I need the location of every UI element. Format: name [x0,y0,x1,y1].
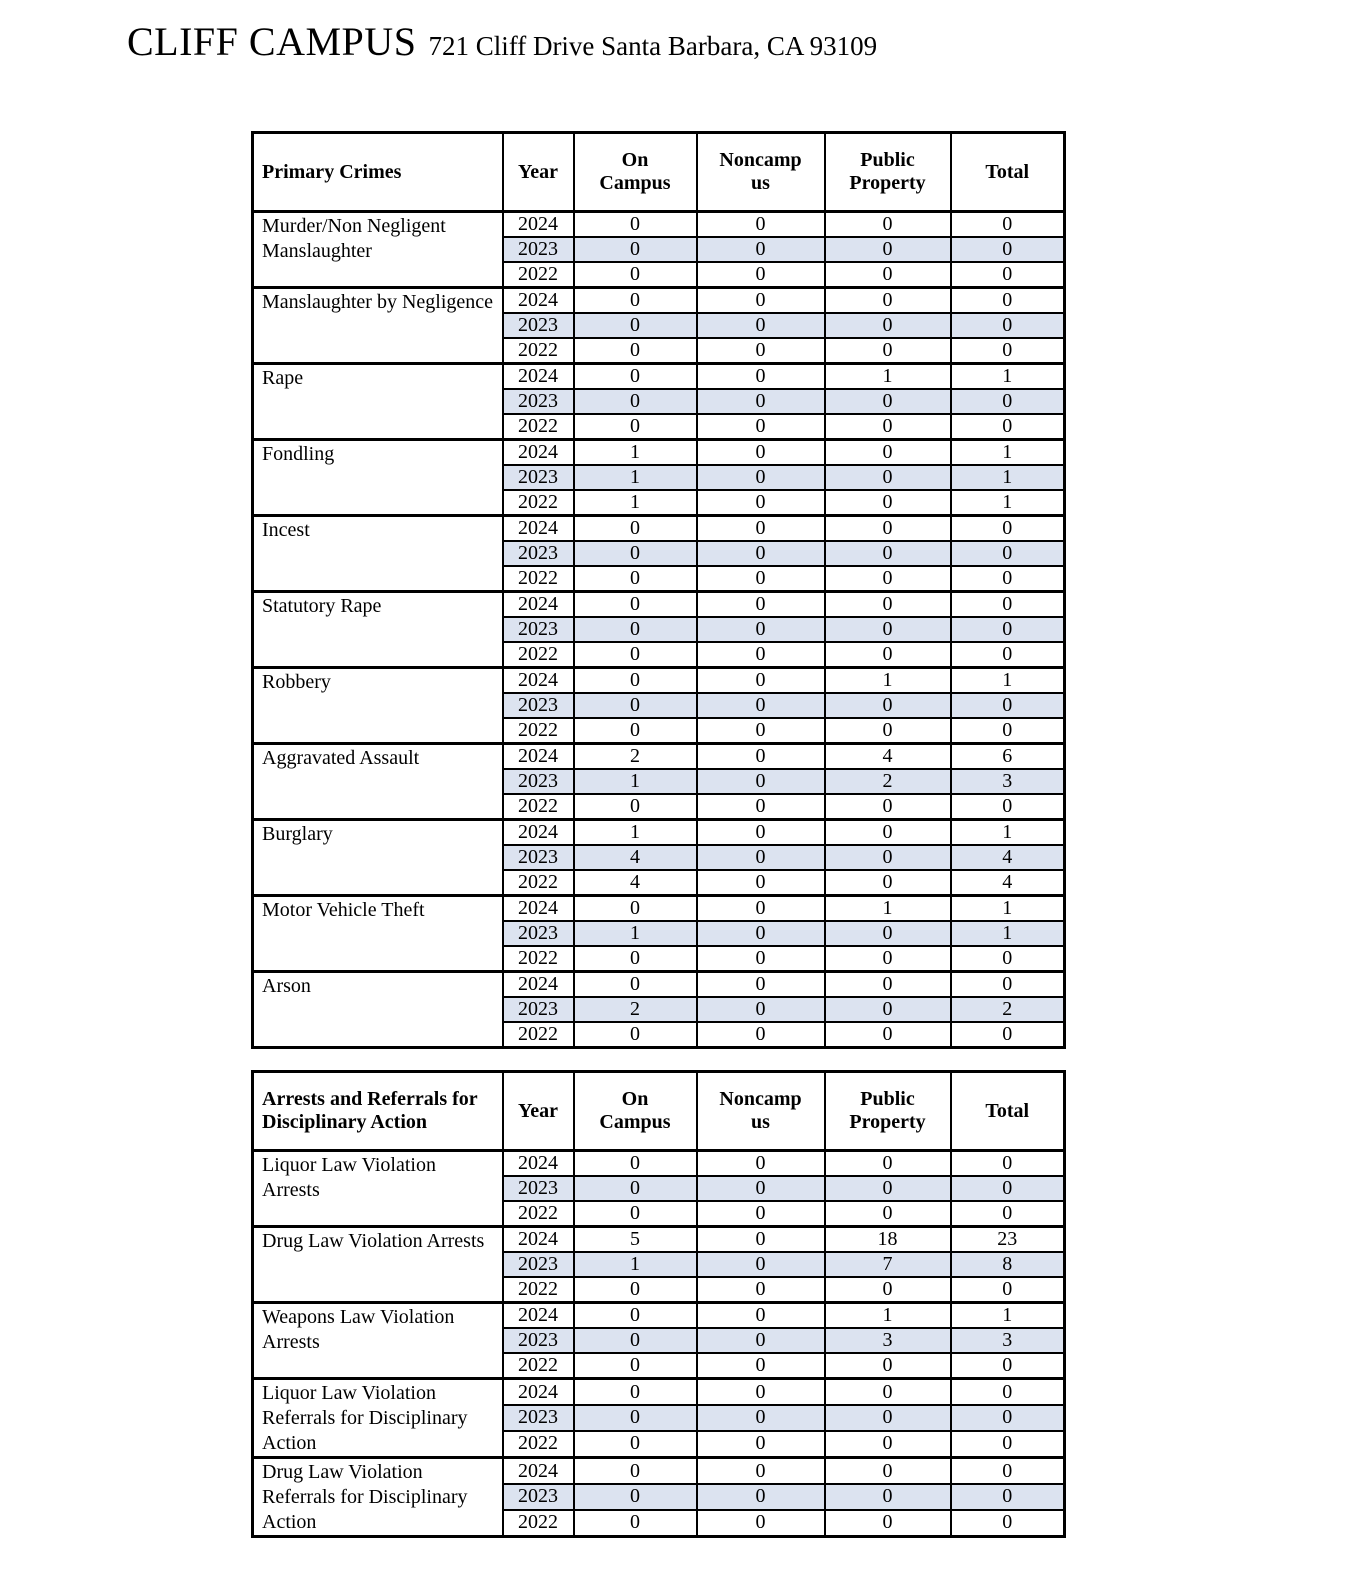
value-cell: 0 [951,1458,1065,1485]
value-cell: 0 [825,1431,951,1458]
value-cell: 0 [574,541,697,566]
value-cell: 0 [574,389,697,414]
value-cell: 0 [825,338,951,364]
value-cell: 0 [574,972,697,998]
value-cell: 0 [574,617,697,642]
value-cell: 0 [697,389,825,414]
value-cell: 0 [825,845,951,870]
value-cell: 0 [697,794,825,820]
value-cell: 0 [574,592,697,618]
year-cell: 2022 [503,262,574,288]
col-on-campus: On Campus [574,133,697,212]
value-cell: 0 [825,1458,951,1485]
value-cell: 0 [574,516,697,542]
col-noncampus: Noncampus [697,1072,825,1151]
value-cell: 0 [574,566,697,592]
value-cell: 0 [951,1022,1065,1048]
value-cell: 0 [574,1353,697,1379]
value-cell: 1 [825,364,951,390]
value-cell: 0 [951,541,1065,566]
table-row [253,972,1065,998]
value-cell: 0 [951,237,1065,262]
value-cell: 0 [574,1176,697,1201]
value-cell: 0 [697,1252,825,1277]
value-cell: 0 [951,1510,1065,1537]
value-cell: 0 [951,1431,1065,1458]
year-cell: 2024 [503,820,574,846]
value-cell: 4 [574,870,697,896]
value-cell: 0 [825,389,951,414]
table-row [253,820,1065,846]
table-title: Primary Crimes [253,133,503,212]
value-cell: 0 [697,338,825,364]
value-cell: 0 [951,516,1065,542]
value-cell: 0 [697,769,825,794]
table-row [253,1151,1065,1177]
year-cell: 2024 [503,1151,574,1177]
value-cell: 0 [951,1484,1065,1510]
value-cell: 4 [951,845,1065,870]
value-cell: 0 [825,617,951,642]
campus-name: CLIFF CAMPUS [127,19,417,64]
year-cell: 2023 [503,1484,574,1510]
value-cell: 0 [951,718,1065,744]
table-row [253,364,1065,390]
value-cell: 6 [951,744,1065,770]
value-cell: 0 [574,668,697,694]
value-cell: 3 [825,1328,951,1353]
value-cell: 0 [697,592,825,618]
value-cell: 0 [951,1277,1065,1303]
value-cell: 0 [697,237,825,262]
value-cell: 0 [697,668,825,694]
value-cell: 0 [951,389,1065,414]
category-cell: Liquor Law Violation Arrests [253,1151,503,1227]
year-cell: 2024 [503,592,574,618]
value-cell: 0 [951,1405,1065,1431]
value-cell: 0 [574,237,697,262]
value-cell: 0 [951,414,1065,440]
year-cell: 2022 [503,414,574,440]
table-row [253,1303,1065,1329]
value-cell: 18 [825,1227,951,1253]
year-cell: 2022 [503,490,574,516]
year-cell: 2022 [503,338,574,364]
value-cell: 0 [574,1458,697,1485]
value-cell: 0 [825,921,951,946]
value-cell: 0 [697,1303,825,1329]
value-cell: 0 [951,212,1065,238]
value-cell: 0 [697,845,825,870]
value-cell: 0 [825,516,951,542]
table-row [253,288,1065,314]
category-cell: Aggravated Assault [253,744,503,820]
value-cell: 2 [825,769,951,794]
value-cell: 0 [697,1227,825,1253]
arrests-referrals-body [253,1151,1065,1537]
value-cell: 7 [825,1252,951,1277]
year-cell: 2024 [503,516,574,542]
value-cell: 0 [951,566,1065,592]
value-cell: 0 [697,490,825,516]
value-cell: 1 [951,364,1065,390]
year-cell: 2023 [503,1176,574,1201]
value-cell: 0 [697,718,825,744]
value-cell: 0 [951,338,1065,364]
value-cell: 0 [951,972,1065,998]
value-cell: 0 [574,1379,697,1406]
value-cell: 0 [951,794,1065,820]
value-cell: 0 [574,364,697,390]
value-cell: 0 [697,516,825,542]
value-cell: 0 [697,414,825,440]
table-row [253,516,1065,542]
value-cell: 0 [951,1353,1065,1379]
value-cell: 0 [951,617,1065,642]
year-cell: 2023 [503,237,574,262]
value-cell: 1 [574,1252,697,1277]
year-cell: 2024 [503,896,574,922]
value-cell: 1 [951,668,1065,694]
doc-header [127,18,877,65]
value-cell: 0 [825,465,951,490]
year-cell: 2022 [503,794,574,820]
value-cell: 0 [574,262,697,288]
year-cell: 2024 [503,364,574,390]
value-cell: 0 [574,1510,697,1537]
year-cell: 2023 [503,769,574,794]
year-cell: 2022 [503,1353,574,1379]
year-cell: 2024 [503,440,574,466]
value-cell: 1 [825,1303,951,1329]
value-cell: 23 [951,1227,1065,1253]
value-cell: 0 [825,870,951,896]
year-cell: 2023 [503,541,574,566]
value-cell: 0 [697,946,825,972]
value-cell: 1 [574,921,697,946]
year-cell: 2024 [503,668,574,694]
value-cell: 1 [574,465,697,490]
year-cell: 2024 [503,1303,574,1329]
value-cell: 0 [697,1484,825,1510]
value-cell: 0 [697,364,825,390]
category-cell: Fondling [253,440,503,516]
value-cell: 1 [951,1303,1065,1329]
category-cell: Burglary [253,820,503,896]
value-cell: 0 [825,1484,951,1510]
value-cell: 4 [825,744,951,770]
value-cell: 0 [951,288,1065,314]
value-cell: 3 [951,1328,1065,1353]
value-cell: 0 [697,1022,825,1048]
value-cell: 0 [697,541,825,566]
year-cell: 2023 [503,389,574,414]
value-cell: 0 [697,440,825,466]
value-cell: 0 [574,288,697,314]
year-cell: 2023 [503,465,574,490]
value-cell: 0 [697,1379,825,1406]
value-cell: 2 [574,744,697,770]
value-cell: 0 [951,642,1065,668]
value-cell: 0 [825,997,951,1022]
table-row [253,1379,1065,1406]
col-public-property: Public Property [825,1072,951,1151]
value-cell: 0 [574,1151,697,1177]
value-cell: 0 [574,693,697,718]
value-cell: 0 [697,1431,825,1458]
value-cell: 0 [697,896,825,922]
value-cell: 0 [697,1151,825,1177]
year-cell: 2022 [503,870,574,896]
value-cell: 0 [951,592,1065,618]
value-cell: 0 [825,440,951,466]
value-cell: 0 [697,1458,825,1485]
arrests-referrals-table [251,1070,1066,1538]
year-cell: 2023 [503,313,574,338]
year-cell: 2024 [503,288,574,314]
value-cell: 0 [697,744,825,770]
value-cell: 1 [951,820,1065,846]
category-cell: Statutory Rape [253,592,503,668]
category-cell: Weapons Law Violation Arrests [253,1303,503,1379]
value-cell: 0 [574,1431,697,1458]
value-cell: 4 [951,870,1065,896]
value-cell: 5 [574,1227,697,1253]
value-cell: 0 [825,1201,951,1227]
value-cell: 0 [574,794,697,820]
value-cell: 0 [825,414,951,440]
arrests-referrals-header [253,1072,1065,1151]
value-cell: 0 [574,1328,697,1353]
value-cell: 0 [825,972,951,998]
year-cell: 2022 [503,946,574,972]
value-cell: 0 [697,1405,825,1431]
year-cell: 2022 [503,1277,574,1303]
year-cell: 2023 [503,997,574,1022]
value-cell: 0 [697,820,825,846]
value-cell: 1 [951,465,1065,490]
year-cell: 2024 [503,1379,574,1406]
value-cell: 0 [697,288,825,314]
campus-address: 721 Cliff Drive Santa Barbara, CA 93109 [428,31,878,61]
value-cell: 0 [697,1201,825,1227]
value-cell: 1 [574,440,697,466]
value-cell: 1 [951,440,1065,466]
value-cell: 0 [697,1328,825,1353]
value-cell: 0 [697,1353,825,1379]
primary-crimes-body [253,212,1065,1048]
value-cell: 0 [697,921,825,946]
category-cell: Arson [253,972,503,1048]
value-cell: 0 [574,1484,697,1510]
value-cell: 1 [825,668,951,694]
value-cell: 0 [574,718,697,744]
col-total: Total [951,133,1065,212]
value-cell: 1 [574,490,697,516]
year-cell: 2023 [503,921,574,946]
value-cell: 0 [697,1176,825,1201]
value-cell: 0 [574,212,697,238]
value-cell: 0 [697,212,825,238]
value-cell: 0 [951,693,1065,718]
year-cell: 2022 [503,1022,574,1048]
year-cell: 2024 [503,1458,574,1485]
value-cell: 0 [825,1405,951,1431]
value-cell: 0 [697,1277,825,1303]
value-cell: 0 [825,1379,951,1406]
col-total: Total [951,1072,1065,1151]
value-cell: 0 [697,313,825,338]
value-cell: 0 [697,566,825,592]
value-cell: 1 [574,820,697,846]
value-cell: 0 [697,972,825,998]
year-cell: 2022 [503,1431,574,1458]
year-cell: 2022 [503,642,574,668]
table-row [253,1458,1065,1485]
year-cell: 2023 [503,1328,574,1353]
value-cell: 0 [574,896,697,922]
value-cell: 0 [951,262,1065,288]
value-cell: 0 [697,870,825,896]
value-cell: 0 [951,1151,1065,1177]
value-cell: 0 [825,592,951,618]
value-cell: 0 [825,693,951,718]
value-cell: 0 [951,1176,1065,1201]
category-cell: Drug Law Violation Arrests [253,1227,503,1303]
year-cell: 2023 [503,1252,574,1277]
value-cell: 0 [825,794,951,820]
value-cell: 0 [951,1379,1065,1406]
year-cell: 2023 [503,845,574,870]
value-cell: 0 [697,693,825,718]
value-cell: 0 [825,288,951,314]
year-cell: 2022 [503,566,574,592]
category-cell: Manslaughter by Negligence [253,288,503,364]
category-cell: Incest [253,516,503,592]
col-year: Year [503,1072,574,1151]
table-row [253,212,1065,238]
value-cell: 0 [574,1405,697,1431]
value-cell: 0 [574,1201,697,1227]
category-cell: Liquor Law Violation Referrals for Disciplinary Action [253,1379,503,1458]
value-cell: 2 [574,997,697,1022]
category-cell: Rape [253,364,503,440]
year-cell: 2024 [503,212,574,238]
value-cell: 0 [574,642,697,668]
value-cell: 0 [825,642,951,668]
value-cell: 0 [825,313,951,338]
value-cell: 0 [825,490,951,516]
primary-crimes-table [251,131,1066,1049]
value-cell: 0 [697,617,825,642]
value-cell: 0 [825,212,951,238]
value-cell: 0 [951,946,1065,972]
table-row [253,440,1065,466]
value-cell: 1 [825,896,951,922]
value-cell: 0 [574,313,697,338]
value-cell: 0 [574,946,697,972]
primary-crimes-header [253,133,1065,212]
category-cell: Drug Law Violation Referrals for Disciplinary Action [253,1458,503,1537]
category-cell: Murder/Non Negligent Manslaughter [253,212,503,288]
value-cell: 0 [825,718,951,744]
value-cell: 0 [825,1151,951,1177]
table-row [253,896,1065,922]
value-cell: 1 [951,921,1065,946]
category-cell: Motor Vehicle Theft [253,896,503,972]
value-cell: 0 [825,1022,951,1048]
year-cell: 2024 [503,972,574,998]
value-cell: 0 [825,237,951,262]
value-cell: 0 [825,946,951,972]
value-cell: 0 [574,1303,697,1329]
value-cell: 0 [825,1510,951,1537]
value-cell: 0 [697,997,825,1022]
year-cell: 2024 [503,744,574,770]
year-cell: 2024 [503,1227,574,1253]
table-row [253,592,1065,618]
table-title: Arrests and Referrals for Disciplinary Action [253,1072,503,1151]
value-cell: 0 [825,541,951,566]
value-cell: 0 [574,1022,697,1048]
value-cell: 0 [697,642,825,668]
value-cell: 0 [825,820,951,846]
col-year: Year [503,133,574,212]
value-cell: 0 [825,262,951,288]
value-cell: 1 [574,769,697,794]
year-cell: 2022 [503,718,574,744]
year-cell: 2023 [503,693,574,718]
value-cell: 0 [951,313,1065,338]
table-row [253,1227,1065,1253]
value-cell: 0 [951,1201,1065,1227]
year-cell: 2022 [503,1201,574,1227]
value-cell: 0 [574,338,697,364]
value-cell: 0 [825,1353,951,1379]
value-cell: 0 [697,465,825,490]
value-cell: 0 [697,262,825,288]
value-cell: 0 [825,566,951,592]
year-cell: 2023 [503,1405,574,1431]
table-row [253,744,1065,770]
value-cell: 0 [574,414,697,440]
value-cell: 0 [574,1277,697,1303]
year-cell: 2023 [503,617,574,642]
value-cell: 0 [825,1277,951,1303]
col-public-property: Public Property [825,133,951,212]
value-cell: 2 [951,997,1065,1022]
value-cell: 1 [951,896,1065,922]
col-on-campus: On Campus [574,1072,697,1151]
value-cell: 3 [951,769,1065,794]
table-row [253,668,1065,694]
value-cell: 8 [951,1252,1065,1277]
value-cell: 0 [825,1176,951,1201]
year-cell: 2022 [503,1510,574,1537]
value-cell: 1 [951,490,1065,516]
value-cell: 4 [574,845,697,870]
value-cell: 0 [697,1510,825,1537]
col-noncampus: Noncampus [697,133,825,212]
category-cell: Robbery [253,668,503,744]
